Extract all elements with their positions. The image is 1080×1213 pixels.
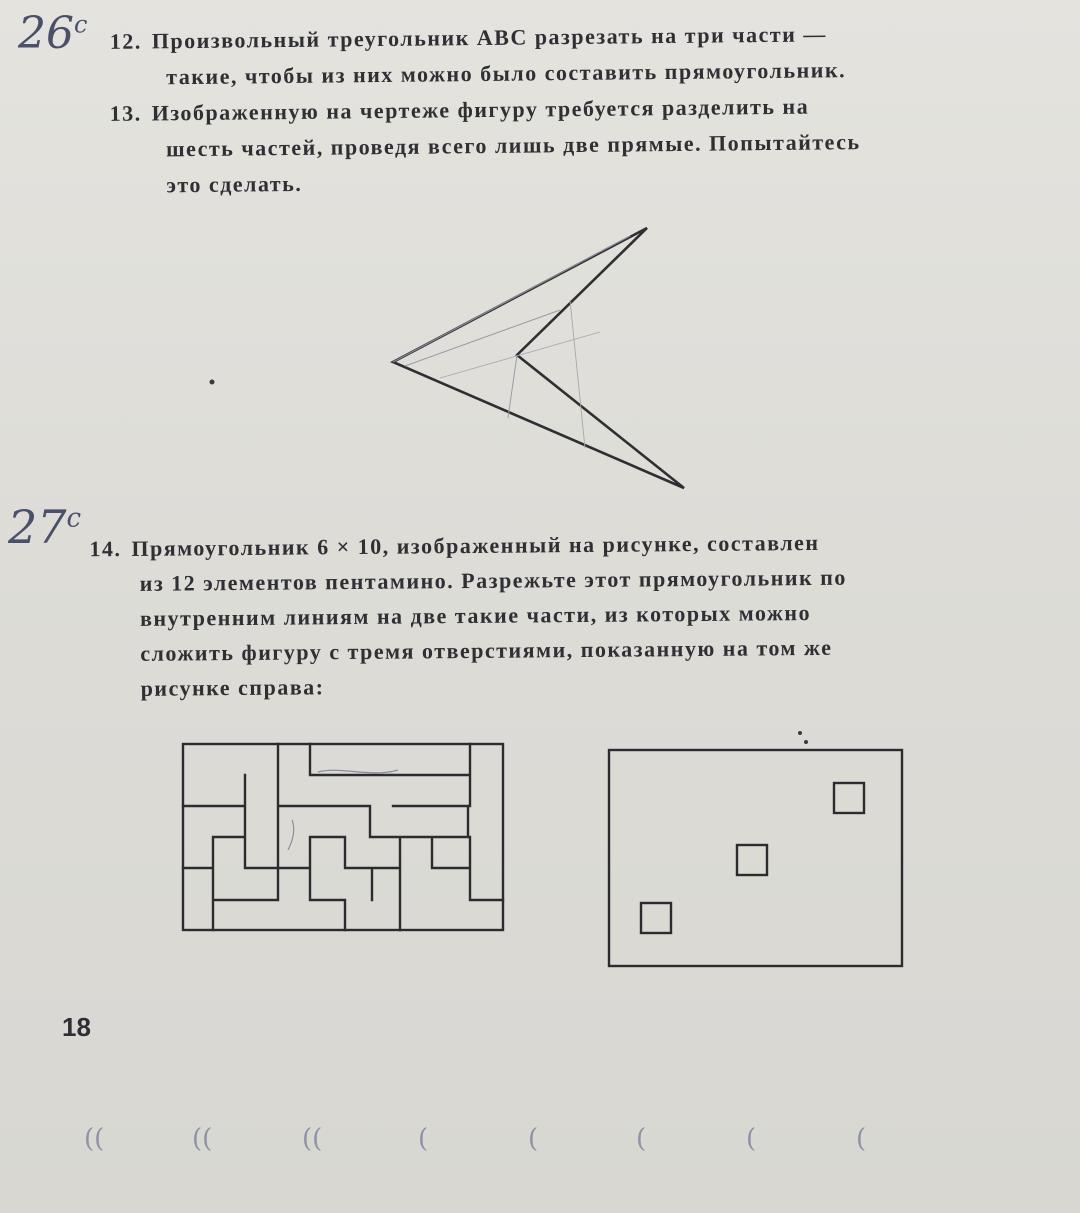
square-hole xyxy=(737,845,767,875)
handwritten-mark-26: $26^с$ xyxy=(18,8,88,59)
square-hole xyxy=(834,783,864,813)
problem-text-line: Прямоугольник 6 × 10, изображенный на рисунке, составлен xyxy=(131,529,820,561)
pencil-mark: ( xyxy=(636,1124,647,1154)
pencil-mark: (( xyxy=(192,1124,213,1154)
problem-text-line: Произвольный треугольник ABC разрезать на три части — xyxy=(151,21,827,54)
pencil-mark: ( xyxy=(856,1124,867,1154)
problem-text-line: сложить фигуру с тремя отверстиями, показанную на том же xyxy=(140,634,833,666)
problem-text-line: внутренним линиям на две такие части, из которых можно xyxy=(139,600,812,631)
handwritten-mark-27: $27^с$ xyxy=(8,500,82,554)
page-number: 18 xyxy=(62,1012,91,1042)
problem-text-line: это сделать. xyxy=(166,170,303,198)
problem-number: 14. xyxy=(89,536,122,562)
problem-text-line: такие, чтобы из них можно было составить прямоугольник. xyxy=(166,57,847,90)
bottom-pencil-marks xyxy=(0,1110,1080,1170)
pencil-mark: ( xyxy=(746,1124,757,1154)
pencil-mark: (( xyxy=(84,1124,105,1154)
ink-dot xyxy=(804,740,808,744)
ink-dot xyxy=(798,731,802,735)
pencil-mark: ( xyxy=(528,1124,539,1154)
problem-text-line: рисунке справа: xyxy=(140,674,325,701)
problem-text-line: Изображенную на чертеже фигуру требуется разделить на xyxy=(151,93,810,126)
pencil-mark: (( xyxy=(302,1124,323,1154)
problem-number: 13. xyxy=(109,100,142,126)
problem-number: 12. xyxy=(109,28,142,54)
problem-text-line: из 12 элементов пентамино. Разрежьте этот прямоугольник по xyxy=(139,564,847,596)
problem-text-line: шесть частей, проведя всего лишь две прямые. Попытайтесь xyxy=(165,129,861,162)
square-hole xyxy=(641,903,671,933)
pencil-mark: ( xyxy=(418,1124,429,1154)
